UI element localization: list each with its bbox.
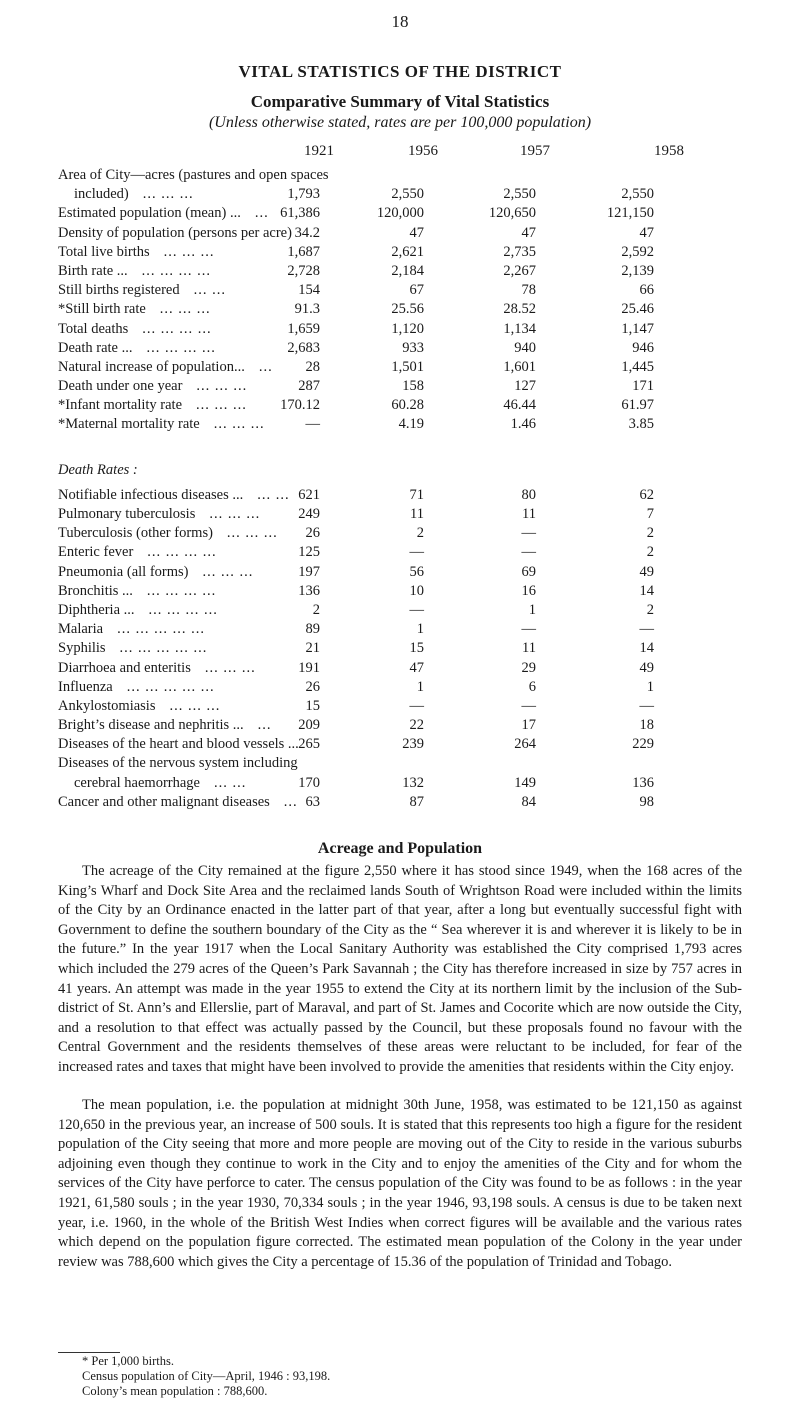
row-value: 125	[298, 544, 320, 561]
table-row	[0, 224, 800, 243]
table-row	[0, 601, 800, 620]
table-row	[0, 358, 800, 377]
row-value: 14	[639, 640, 654, 657]
leader-dots: ...	[254, 205, 269, 222]
row-value: 2,735	[503, 243, 536, 260]
table-row	[0, 281, 800, 300]
row-label: Density of population (persons per acre)	[58, 224, 292, 241]
row-value: 17	[521, 717, 536, 734]
row-value: 191	[298, 659, 320, 676]
table-row	[0, 754, 800, 773]
table-row	[0, 320, 800, 339]
row-label: Bronchitis ... ... ... ... ...	[58, 582, 217, 599]
row-value: 121,150	[606, 205, 654, 222]
row-label: Area of City—acres (pastures and open spaces	[58, 167, 329, 183]
row-value: 46.44	[503, 397, 536, 414]
row-value: 16	[521, 582, 536, 599]
page-number: 18	[391, 12, 409, 31]
row-value: 25.46	[621, 301, 654, 318]
row-value: 933	[402, 339, 424, 356]
row-value: 154	[298, 282, 320, 299]
row-value: 1,134	[503, 320, 536, 337]
leader-dots: ...	[258, 358, 273, 375]
death-rates-heading: Death Rates :	[58, 461, 138, 478]
row-value: 1	[646, 678, 654, 695]
row-value: 47	[639, 224, 654, 241]
row-label: Tuberculosis (other forms) ... ... ...	[58, 525, 278, 542]
leader-dots: ... ... ...	[163, 243, 215, 260]
acreage-heading: Acreage and Population	[317, 840, 483, 857]
row-label: Diphtheria ... ... ... ... ...	[58, 601, 218, 618]
row-value: 136	[298, 582, 320, 599]
row-value: 63	[305, 793, 320, 810]
row-value: 621	[298, 486, 320, 503]
row-value: 21	[305, 640, 320, 657]
leader-dots: ... ... ...	[196, 397, 247, 414]
leader-dots: ... ... ...	[159, 301, 211, 318]
row-value: 2,683	[287, 339, 320, 356]
row-value: 3.85	[628, 416, 654, 433]
row-value: 2	[312, 601, 320, 618]
table-row	[0, 262, 800, 281]
row-value: 265	[298, 736, 320, 753]
row-value: —	[409, 544, 424, 561]
table-row	[0, 339, 800, 358]
row-value: 170.12	[280, 397, 320, 414]
row-label: Birth rate ... ... ... ... ...	[58, 262, 212, 279]
row-value: 84	[521, 793, 536, 810]
row-value: 60.28	[391, 397, 424, 414]
leader-dots: ... ... ... ...	[148, 601, 218, 618]
row-value: 1,501	[391, 358, 424, 375]
row-value: 1.46	[510, 416, 536, 433]
row-label: Still births registered ... ...	[58, 282, 226, 299]
row-label: Death under one year ... ... ...	[58, 378, 248, 395]
leader-dots: ... ... ... ... ...	[119, 640, 208, 657]
table-row	[0, 697, 800, 716]
row-label: Enteric fever ... ... ... ...	[58, 544, 217, 561]
death-rates-heading-row	[0, 461, 800, 480]
row-value: 149	[514, 774, 536, 791]
row-label: Death rate ... ... ... ... ...	[58, 339, 216, 356]
table-subtitle: Comparative Summary of Vital Statistics	[250, 92, 550, 111]
table-row	[0, 543, 800, 562]
row-label: *Infant mortality rate ... ... ...	[58, 397, 247, 414]
row-value: 14	[639, 582, 654, 599]
row-value: 71	[409, 486, 424, 503]
row-value: 171	[632, 378, 654, 395]
row-value: 22	[409, 717, 424, 734]
year-header: 1958	[654, 143, 684, 159]
row-value: —	[521, 621, 536, 638]
leader-dots: ... ... ...	[196, 378, 248, 395]
row-value: 132	[402, 774, 424, 791]
table-row	[0, 678, 800, 697]
row-value: 2,550	[391, 186, 424, 203]
row-value: 56	[409, 563, 424, 580]
row-value: 2,728	[287, 262, 320, 279]
row-value: 1,687	[287, 243, 320, 260]
footnote-colony: Colony’s mean population : 788,600.	[82, 1384, 268, 1398]
leader-dots: ... ... ...	[204, 659, 256, 676]
row-value: 2,139	[621, 262, 654, 279]
year-header: 1921	[304, 143, 334, 159]
leader-dots: ...	[283, 793, 298, 810]
row-value: 2,550	[503, 186, 536, 203]
leader-dots: ... ... ... ...	[146, 582, 217, 599]
row-value: 1,659	[287, 320, 320, 337]
row-label: Malaria ... ... ... ... ...	[58, 621, 205, 638]
table-row	[0, 582, 800, 601]
row-value: 158	[402, 378, 424, 395]
row-value: 120,000	[376, 205, 424, 222]
row-value: 1,793	[287, 186, 320, 203]
footnote-rule	[58, 1352, 120, 1353]
row-value: 6	[528, 678, 536, 695]
table-row	[0, 486, 800, 505]
row-label: Ankylostomiasis ... ... ...	[58, 697, 221, 714]
row-label: Total live births ... ... ...	[58, 243, 215, 260]
leader-dots: ...	[257, 717, 272, 734]
row-value: 1,120	[391, 320, 424, 337]
row-label: Influenza ... ... ... ... ...	[58, 678, 215, 695]
row-label: Estimated population (mean) ... ...	[58, 205, 269, 222]
leader-dots: ... ... ... ...	[146, 339, 216, 356]
paragraph-population: The mean population, i.e. the population at midnight 30th June, 1958, was estimated to be 121,150 as against 120,650 in the previous year, an increase of 500 souls. It is stated that this represents too high a figure for the resident population of the City seeing that more and more people are moving out of the City to reside in the various suburbs adjoining even though they continue to work in the City and to enjoy the amenities of the City and for whom the services of the City have perforce to cater. The census population of the City was found to be as follows : in the year 1921, 61,580 souls ; in the year 1930, 70,334 souls ; in the year 1946, 93,198 souls. A census is due to be taken next year, i.e. 1960, in the whole of the British West Indies when correct figures will be available and the various rates which depend on the population figure corrected. The estimated mean population of the Colony in the year under review was 788,600 which gives the City a percentage of 15.36 of the population of Trinidad and Tobago.	[58, 1097, 742, 1270]
row-value: 49	[639, 659, 654, 676]
row-value: 2,550	[621, 186, 654, 203]
row-value: 25.56	[391, 301, 424, 318]
row-value: 946	[632, 339, 654, 356]
row-value: 26	[305, 678, 320, 695]
row-value: 26	[305, 525, 320, 542]
row-value: 78	[521, 282, 536, 299]
row-value: 239	[402, 736, 424, 753]
row-value: 2	[646, 544, 654, 561]
row-value: 2	[646, 525, 654, 542]
row-value: 47	[409, 224, 424, 241]
row-value: 1,147	[621, 320, 654, 337]
row-value: 1	[528, 601, 536, 618]
row-label: Syphilis ... ... ... ... ...	[58, 640, 208, 657]
row-value: 61.97	[621, 397, 654, 414]
row-label: Pulmonary tuberculosis ... ... ...	[58, 506, 261, 522]
row-value: 229	[632, 736, 654, 753]
row-label: cerebral haemorrhage ... ...	[74, 774, 247, 791]
row-value: 2,621	[391, 243, 424, 260]
row-value: 2	[416, 525, 424, 542]
leader-dots: ... ...	[193, 282, 226, 299]
table-row	[0, 659, 800, 678]
row-value: 67	[409, 282, 424, 299]
leader-dots: ... ... ...	[213, 416, 265, 433]
table-row	[0, 505, 800, 524]
row-value: 62	[639, 486, 654, 503]
table-row	[0, 735, 800, 754]
page-title: VITAL STATISTICS OF THE DISTRICT	[238, 62, 562, 81]
year-header: 1957	[520, 143, 550, 159]
row-value: 2,267	[503, 262, 536, 279]
footnote-census: Census population of City—April, 1946 : 93,198.	[82, 1369, 331, 1383]
row-value: 98	[639, 793, 654, 810]
leader-dots: ... ... ...	[209, 506, 261, 522]
table-row	[0, 300, 800, 319]
row-label: Natural increase of population... ...	[58, 358, 273, 375]
table-row	[0, 243, 800, 262]
row-value: 34.2	[294, 224, 320, 241]
leader-dots: ... ... ... ... ...	[117, 621, 205, 638]
row-value: 1,601	[503, 358, 536, 375]
row-value: 120,650	[488, 205, 536, 222]
row-label: included) ... ... ...	[74, 186, 194, 203]
row-label: Pneumonia (all forms) ... ... ...	[58, 563, 254, 580]
row-value: 7	[646, 506, 654, 522]
row-value: 47	[521, 224, 536, 241]
row-value: 2	[646, 601, 654, 618]
row-value: 91.3	[294, 301, 320, 318]
table-row	[0, 563, 800, 582]
row-value: 209	[298, 717, 320, 734]
row-value: —	[409, 601, 424, 618]
row-value: —	[409, 697, 424, 714]
row-label: Cancer and other malignant diseases ...	[58, 793, 298, 810]
leader-dots: ... ...	[257, 486, 290, 503]
row-label: Bright’s disease and nephritis ... ...	[58, 717, 272, 734]
row-value: —	[305, 416, 320, 433]
table-row	[0, 415, 800, 434]
row-value: 11	[410, 506, 424, 522]
rates-note: (Unless otherwise stated, rates are per 100,000 population)	[208, 114, 592, 131]
row-value: 197	[298, 563, 320, 580]
row-value: 66	[639, 282, 654, 299]
row-value: 80	[521, 486, 536, 503]
paragraph-acreage: The acreage of the City remained at the figure 2,550 where it has stood since 1949, when the 168 acres of the King’s Wharf and Dock Site Area and the reclaimed lands South of Wrightson Road were included within the limits of the City by an Ordinance enacted in the latter part of that year, after a long but eventually successful fight with Government to define the southern boundary of the City as the “ Sea wherever it is and wherever it is likely to be in the future.” In the year 1917 when the Local Sanitary Authority was established the City comprised 1,793 acres which included the 279 acres of the Queen’s Park Savannah ; the City has therefore increased in size by 757 acres in 41 years. An attempt was made in the year 1955 to extend the City at its northern limit by the inclusion of the Sub-district of St. Ann’s and Ellerslie, part of Maraval, and part of St. James and Cocorite which are now outside the City, and a resolution to that effect was actually passed by the Council, but these proposals found no favour with the Central Government and the residents themselves of these areas were reluctant to be included, for fear of the increased rates and taxes that might have been involved to provide the amenities that residents within the City enjoy.	[58, 863, 742, 1075]
table-row	[0, 716, 800, 735]
leader-dots: ... ... ...	[226, 525, 278, 542]
year-header: 1956	[408, 143, 438, 159]
row-value: 2,184	[391, 262, 424, 279]
table-row	[0, 620, 800, 639]
row-label: Total deaths ... ... ... ...	[58, 320, 212, 337]
row-value: 4.19	[398, 416, 424, 433]
row-value: 15	[409, 640, 424, 657]
row-value: 11	[522, 506, 536, 522]
footnote-births: * Per 1,000 births.	[82, 1354, 175, 1368]
row-label: Notifiable infectious diseases ... ... ...	[58, 486, 290, 503]
table-row	[0, 639, 800, 658]
table-row	[0, 166, 800, 185]
row-label: Diseases of the heart and blood vessels ...	[58, 736, 299, 753]
row-value: 1	[416, 678, 424, 695]
row-label: *Still birth rate ... ... ...	[58, 301, 211, 318]
row-value: 28.52	[503, 301, 536, 318]
row-value: 87	[409, 793, 424, 810]
row-value: 28	[305, 358, 320, 375]
row-value: 249	[298, 506, 320, 522]
row-value: 940	[514, 339, 536, 356]
row-value: 29	[521, 659, 536, 676]
row-value: 287	[298, 378, 320, 395]
leader-dots: ... ... ... ... ...	[126, 678, 215, 695]
row-value: 49	[639, 563, 654, 580]
row-value: 264	[514, 736, 536, 753]
row-value: —	[521, 544, 536, 561]
row-value: 2,592	[621, 243, 654, 260]
leader-dots: ... ... ...	[142, 186, 194, 203]
row-label: Diarrhoea and enteritis ... ... ...	[58, 659, 256, 676]
years-header	[0, 143, 800, 163]
row-value: 11	[522, 640, 536, 657]
row-label: Diseases of the nervous system including	[58, 755, 298, 772]
table-row	[0, 204, 800, 223]
leader-dots: ... ... ... ...	[147, 544, 217, 561]
table-row	[0, 377, 800, 396]
row-label: *Maternal mortality rate ... ... ...	[58, 416, 265, 433]
row-value: 18	[639, 717, 654, 734]
leader-dots: ... ... ... ...	[142, 320, 212, 337]
row-value: 1,445	[621, 358, 654, 375]
row-value: 136	[632, 774, 654, 791]
leader-dots: ... ... ... ...	[141, 262, 212, 279]
table-row	[0, 185, 800, 204]
row-value: —	[639, 697, 654, 714]
table-row	[0, 774, 800, 793]
leader-dots: ... ... ...	[169, 697, 221, 714]
row-value: 15	[305, 697, 320, 714]
vital-statistics-table	[0, 166, 800, 812]
row-value: 69	[521, 563, 536, 580]
row-value: —	[521, 525, 536, 542]
table-row	[0, 396, 800, 415]
leader-dots: ... ... ...	[202, 563, 254, 580]
row-value: —	[521, 697, 536, 714]
row-value: —	[639, 621, 654, 638]
leader-dots: ... ...	[213, 774, 247, 791]
table-row	[0, 793, 800, 812]
row-value: 1	[416, 621, 424, 638]
row-value: 127	[514, 378, 536, 395]
row-value: 61,386	[280, 205, 320, 222]
row-value: 89	[305, 621, 320, 638]
row-value: 47	[409, 659, 424, 676]
row-value: 10	[409, 582, 424, 599]
row-value: 170	[298, 774, 320, 791]
table-row	[0, 524, 800, 543]
